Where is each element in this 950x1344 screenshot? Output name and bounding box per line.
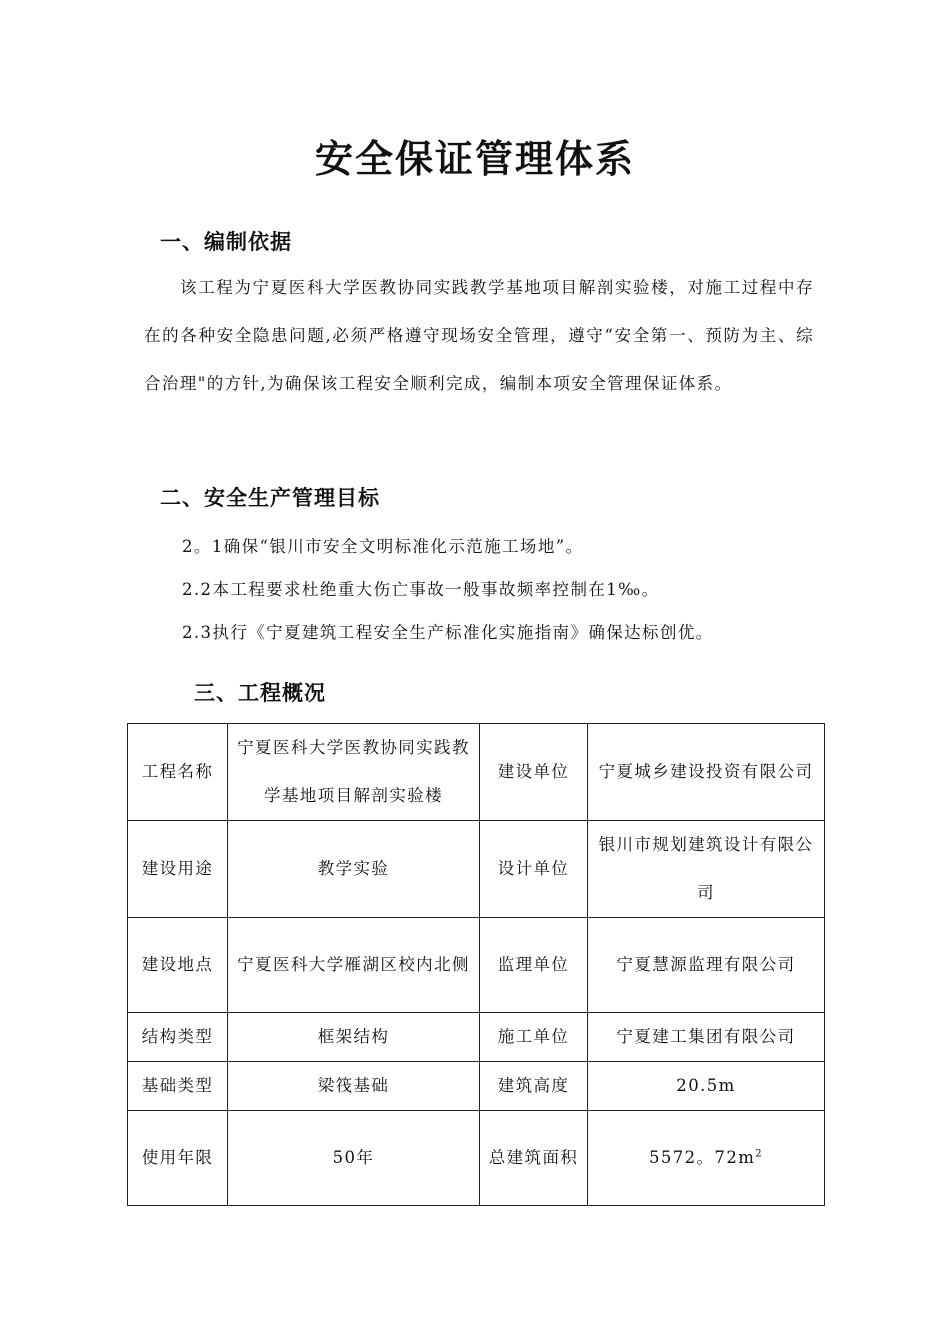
table-row bbox=[128, 1062, 825, 1111]
goal-item: 2.2本工程要求杜绝重大伤亡事故一般事故频率控制在1‰。 bbox=[182, 580, 660, 599]
project-overview-table bbox=[127, 723, 825, 1206]
table-cell-label: 结构类型 bbox=[128, 1013, 228, 1062]
area-unit-exponent: 2 bbox=[755, 1148, 764, 1160]
table-cell-label: 施工单位 bbox=[480, 1013, 588, 1062]
table-cell-label: 建筑高度 bbox=[480, 1062, 588, 1111]
table-cell-label: 建设地点 bbox=[128, 918, 228, 1013]
table-cell-label: 使用年限 bbox=[128, 1111, 228, 1206]
goal-item: 2.3执行《宁夏建筑工程安全生产标准化实施指南》确保达标创优。 bbox=[182, 623, 714, 642]
table-row bbox=[128, 821, 825, 918]
table-cell-value: 宁夏医科大学医教协同实践教学基地项目解剖实验楼 bbox=[228, 724, 480, 821]
table-cell-value: 教学实验 bbox=[228, 821, 480, 918]
table-cell-value: 银川市规划建筑设计有限公司 bbox=[588, 821, 825, 918]
table-cell-label: 监理单位 bbox=[480, 918, 588, 1013]
basis-paragraph: 该工程为宁夏医科大学医教协同实践教学基地项目解剖实验楼，对施工过程中存在的各种安全隐患问题,必须严格遵守现场安全管理，遵守“安全第一、预防为主、综合治理"的方针,为确保该工程安全顺利完成，编制本项安全管理保证体系。 bbox=[144, 278, 814, 393]
table-cell-value: 宁夏慧源监理有限公司 bbox=[588, 918, 825, 1013]
table-cell-value: 宁夏医科大学雁湖区校内北侧 bbox=[228, 918, 480, 1013]
table-cell-value: 宁夏建工集团有限公司 bbox=[588, 1013, 825, 1062]
table-cell-value: 框架结构 bbox=[228, 1013, 480, 1062]
table-row bbox=[128, 1111, 825, 1206]
table-row bbox=[128, 1013, 825, 1062]
table-cell-value: 梁筏基础 bbox=[228, 1062, 480, 1111]
section-heading-overview: 三、工程概况 bbox=[194, 681, 326, 705]
table-cell-value: 50年 bbox=[228, 1111, 480, 1206]
table-cell-label: 基础类型 bbox=[128, 1062, 228, 1111]
table-cell-label: 工程名称 bbox=[128, 724, 228, 821]
table-cell-value: 宁夏城乡建设投资有限公司 bbox=[588, 724, 825, 821]
table-cell-label: 总建筑面积 bbox=[480, 1111, 588, 1206]
goal-item: 2。1确保“银川市安全文明标准化示范施工场地”。 bbox=[182, 537, 584, 556]
table-cell-label: 建设用途 bbox=[128, 821, 228, 918]
table-row bbox=[128, 724, 825, 821]
table-row bbox=[128, 918, 825, 1013]
table-cell-value: 20.5m bbox=[588, 1062, 825, 1111]
table-cell-value bbox=[588, 1111, 825, 1206]
document-title: 安全保证管理体系 bbox=[314, 137, 635, 181]
table-cell-label: 设计单位 bbox=[480, 821, 588, 918]
table-cell-label: 建设单位 bbox=[480, 724, 588, 821]
section-heading-goals: 二、安全生产管理目标 bbox=[160, 486, 380, 510]
area-value: 5572。72m bbox=[648, 1148, 756, 1167]
section-heading-basis: 一、编制依据 bbox=[160, 230, 292, 254]
